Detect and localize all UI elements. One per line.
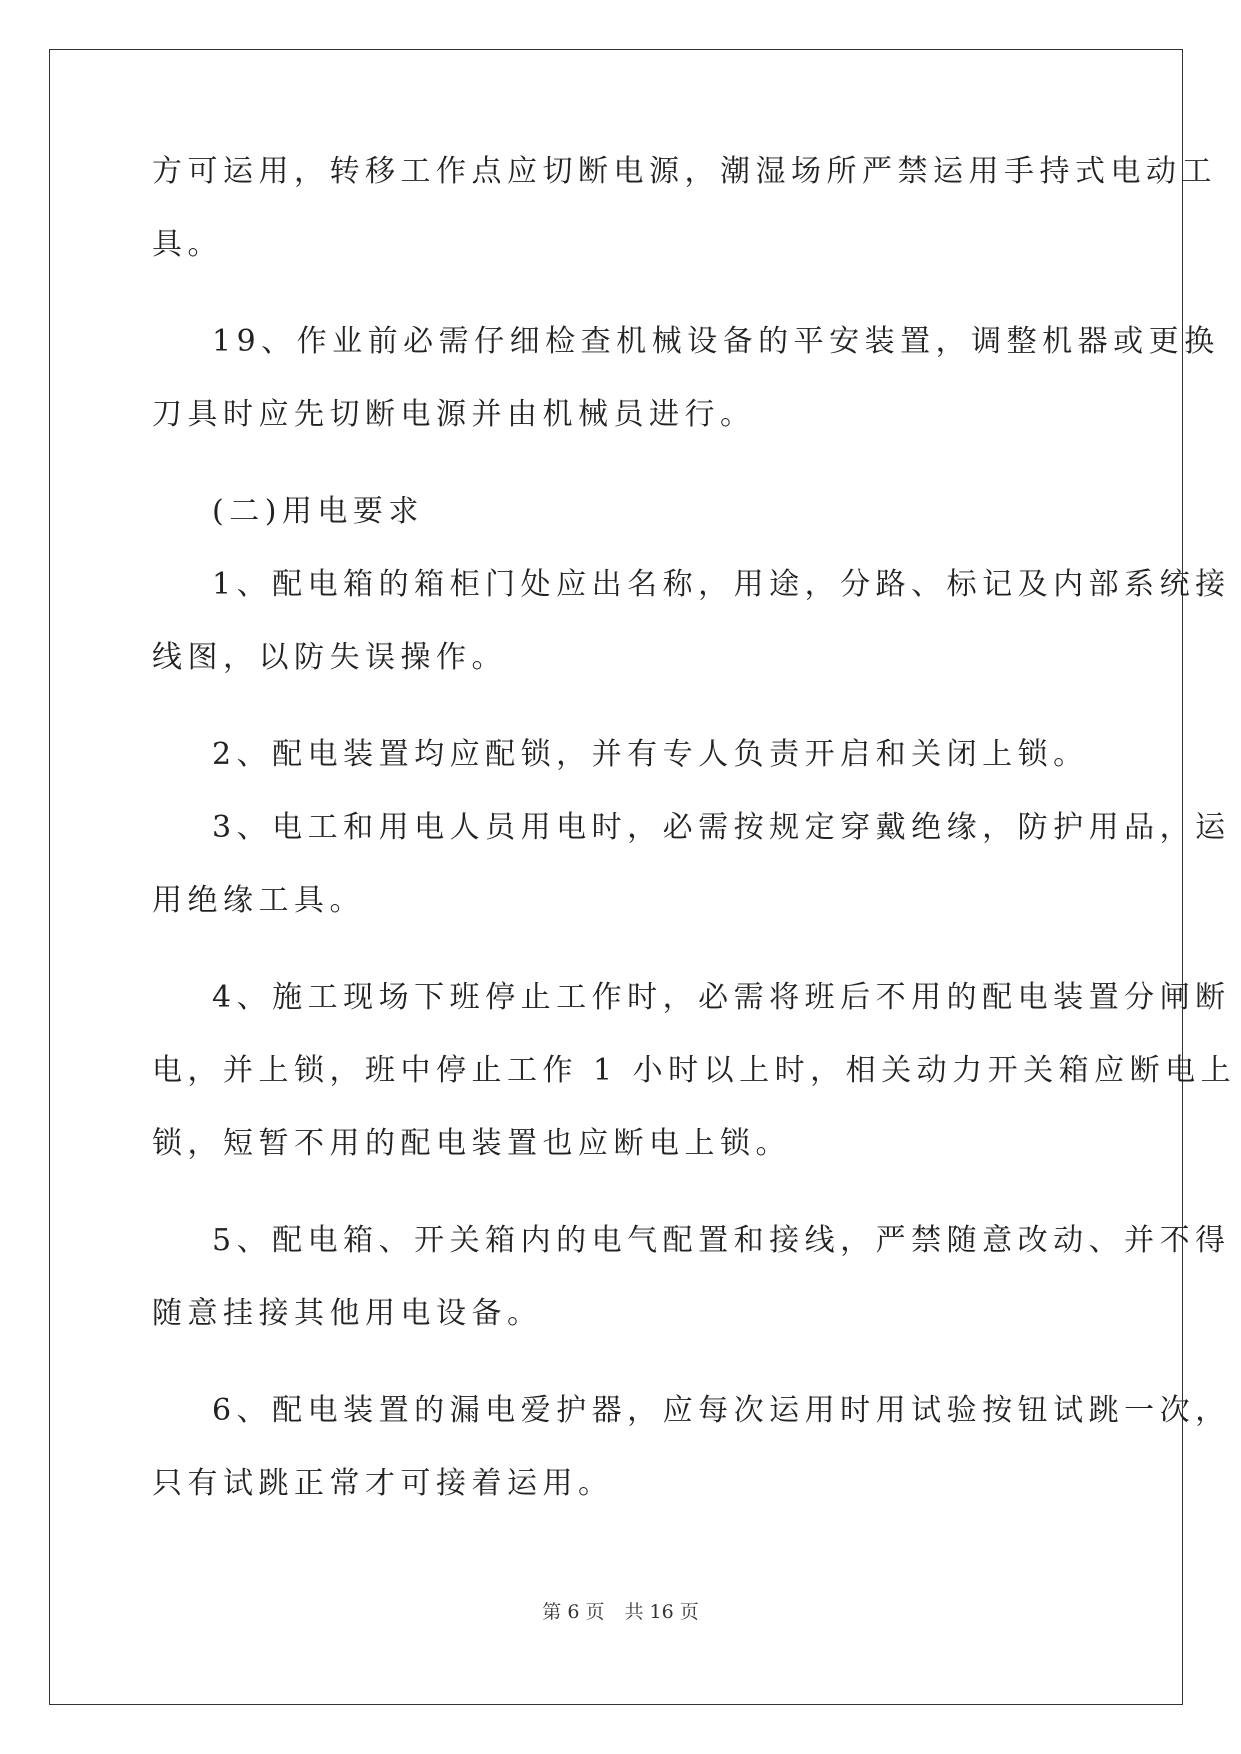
text-line: 6、配电装置的漏电爱护器，应每次运用时用试验按钮试跳一次，: [212, 1393, 1231, 1428]
text-line: 方可运用，转移工作点应切断电源，潮湿场所严禁运用手持式电动工: [152, 154, 1217, 189]
section-heading: (二)用电要求: [212, 494, 424, 529]
text-line: 刀具时应先切断电源并由机械员进行。: [152, 397, 756, 432]
page-border: [49, 49, 1183, 1705]
text-line: 5、配电箱、开关箱内的电气配置和接线，严禁随意改动、并不得: [212, 1223, 1231, 1258]
page-footer: [0, 1600, 1241, 1624]
text-line: 随意挂接其他用电设备。: [152, 1296, 543, 1331]
page-number: 第 6 页: [542, 1601, 605, 1623]
text-line: 只有试跳正常才可接着运用。: [152, 1466, 614, 1501]
text-line: 具。: [152, 227, 223, 262]
text-line: 电，并上锁，班中停止工作 1 小时以上时，相关动力开关箱应断电上: [152, 1053, 1237, 1088]
text-line: 2、配电装置均应配锁，并有专人负责开启和关闭上锁。: [212, 737, 1089, 772]
page-total: 共 16 页: [624, 1601, 699, 1623]
text-line: 4、施工现场下班停止工作时，必需将班后不用的配电装置分闸断: [212, 980, 1231, 1015]
text-line: 用绝缘工具。: [152, 883, 365, 918]
text-line: 3、电工和用电人员用电时，必需按规定穿戴绝缘，防护用品，运: [212, 810, 1231, 845]
text-line: 线图，以防失误操作。: [152, 640, 507, 675]
text-line: 19、作业前必需仔细检查机械设备的平安装置，调整机器或更换: [212, 324, 1220, 359]
text-line: 1、配电箱的箱柜门处应出名称，用途，分路、标记及内部系统接: [212, 567, 1231, 602]
text-line: 锁，短暂不用的配电装置也应断电上锁。: [152, 1126, 791, 1161]
